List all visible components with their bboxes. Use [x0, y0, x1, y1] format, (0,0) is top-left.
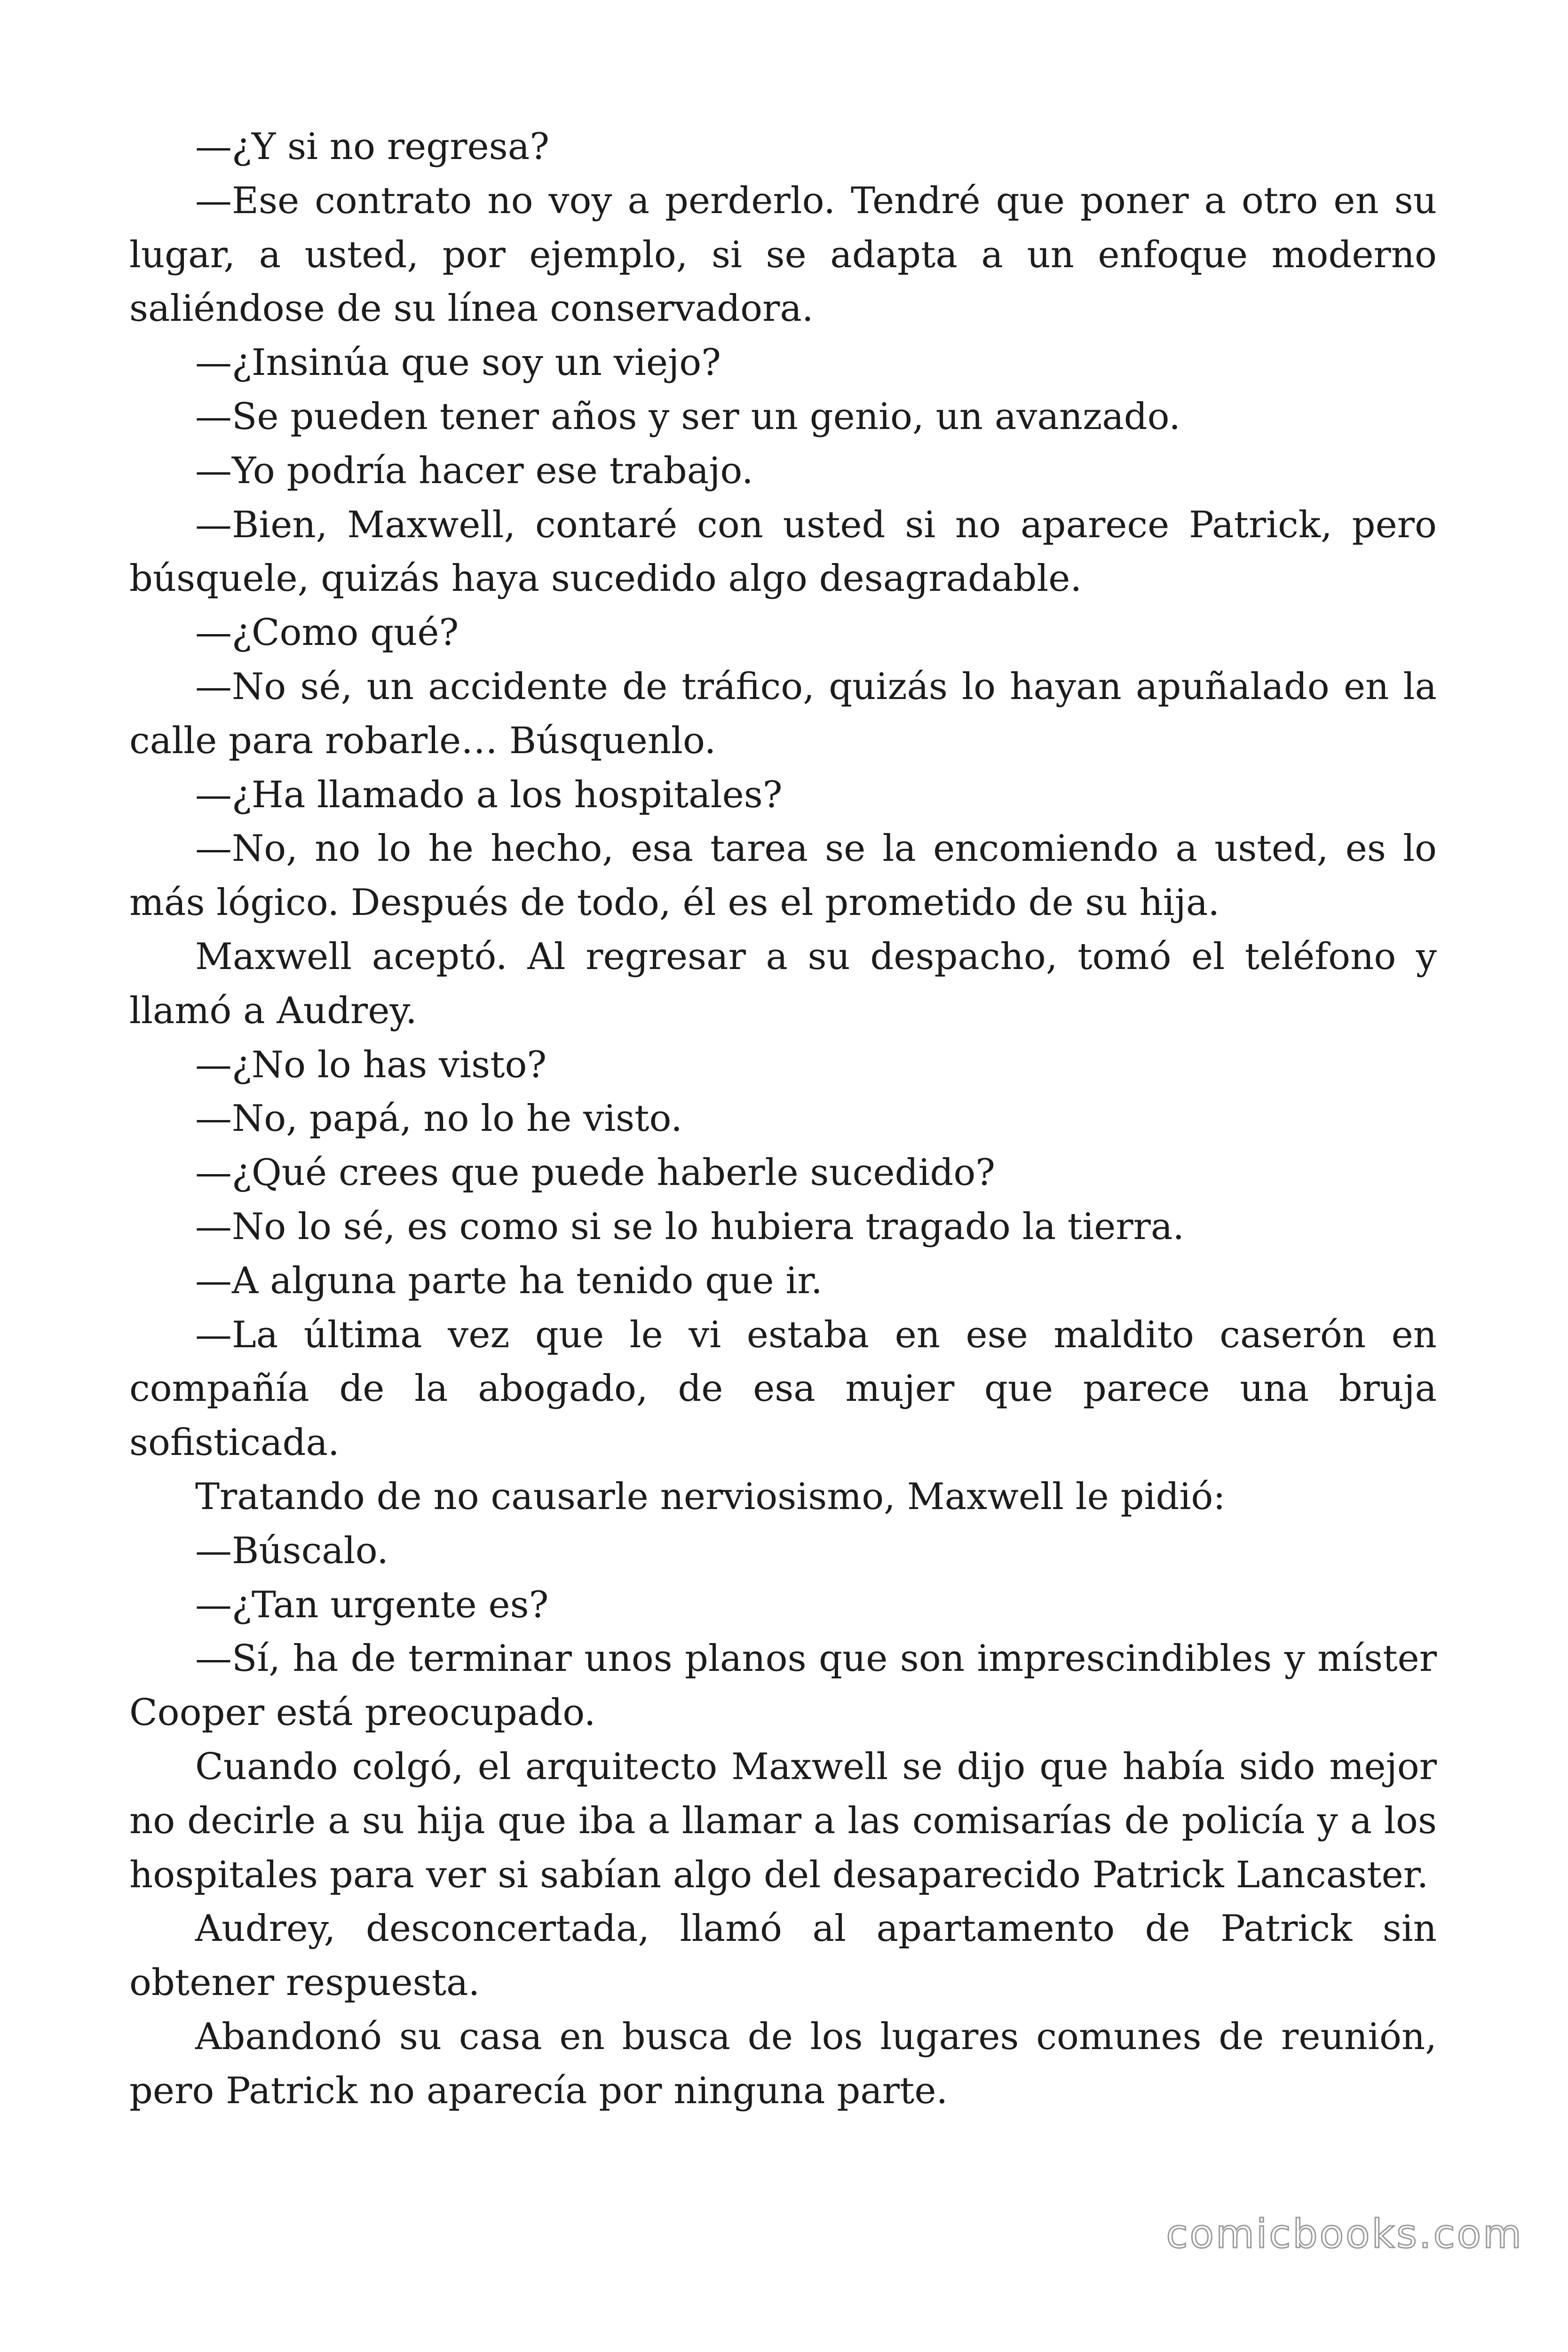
paragraph: —¿Tan urgente es? — [195, 1583, 549, 1626]
paragraph: —Ese contrato no voy a perderlo. Tendré que poner a otro en su lugar, a usted, por ejemplo, si se adapta a un enfoque moderno saliéndose de su línea conservadora. — [129, 179, 1437, 330]
paragraph: —¿Ha llamado a los hospitales? — [195, 773, 783, 816]
paragraph: Abandonó su casa en busca de los lugares comunes de reunión, pero Patrick no aparecía por ninguna parte. — [129, 2015, 1437, 2112]
paragraph: —¿Insinúa que soy un viejo? — [195, 342, 721, 384]
paragraph: Tratando de no causarle nerviosismo, Maxwell le pidió: — [195, 1475, 1226, 1518]
paragraph: —No sé, un accidente de tráfico, quizás lo hayan apuñalado en la calle para robarle… Búsquenlo. — [129, 665, 1437, 762]
paragraph: —¿No lo has visto? — [195, 1043, 547, 1086]
watermark-text: comicbooks.com — [1166, 2211, 1523, 2257]
paragraph: —La última vez que le vi estaba en ese maldito caserón en compañía de la abogado, de esa mujer que parece una bruja sofisticada. — [129, 1313, 1437, 1464]
paragraph: Audrey, desconcertada, llamó al apartamento de Patrick sin obtener respuesta. — [129, 1907, 1437, 2004]
paragraph: Cuando colgó, el arquitecto Maxwell se dijo que había sido mejor no decirle a su hija que iba a llamar a las comisarías de policía y a los hospitales para ver si sabían algo del desaparecido Patrick Lancaster. — [129, 1745, 1437, 1896]
paragraph: —¿Como qué? — [195, 612, 459, 654]
paragraph: —Se pueden tener años y ser un genio, un avanzado. — [195, 395, 1181, 438]
paragraph: —No, no lo he hecho, esa tarea se la encomiendo a usted, es lo más lógico. Después de todo, él es el prometido de su hija. — [129, 827, 1437, 924]
paragraph: —¿Qué crees que puede haberle sucedido? — [195, 1152, 996, 1194]
paragraph: Maxwell aceptó. Al regresar a su despacho, tomó el teléfono y llamó a Audrey. — [129, 935, 1437, 1032]
paragraph: —Sí, ha de terminar unos planos que son imprescindibles y míster Cooper está preocupado. — [129, 1637, 1437, 1734]
paragraph: —A alguna parte ha tenido que ir. — [195, 1259, 823, 1302]
paragraph: —Búscalo. — [195, 1529, 389, 1572]
paragraph: —No lo sé, es como si se lo hubiera tragado la tierra. — [195, 1205, 1185, 1248]
paragraph: —¿Y si no regresa? — [195, 126, 550, 168]
paragraph: —Yo podría hacer ese trabajo. — [195, 449, 753, 492]
paragraph: —Bien, Maxwell, contaré con usted si no aparece Patrick, pero búsquele, quizás haya sucedido algo desagradable. — [129, 503, 1437, 600]
body-text — [129, 120, 1437, 2118]
paragraph: —No, papá, no lo he visto. — [195, 1097, 682, 1140]
